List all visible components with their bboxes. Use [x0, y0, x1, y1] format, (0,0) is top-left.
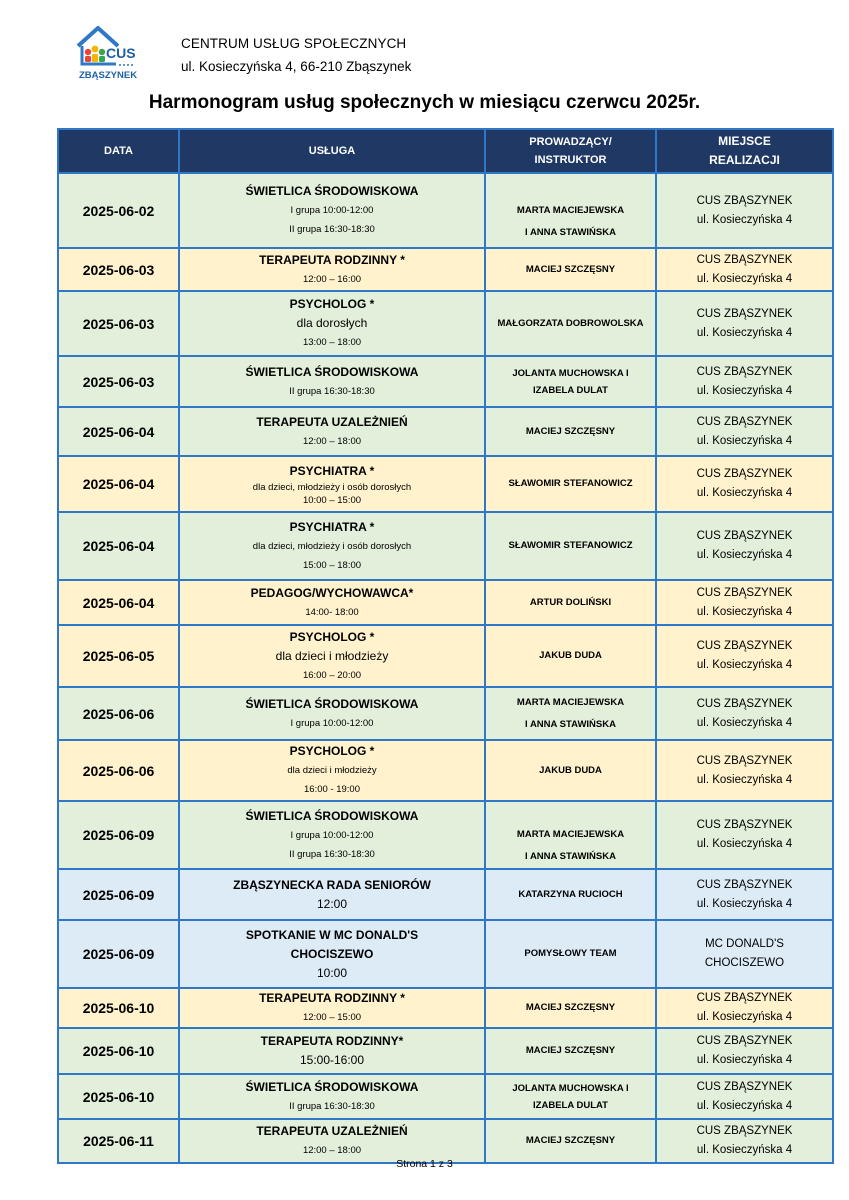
column-header-service: USŁUGA	[179, 129, 485, 173]
service-name: ŚWIETLICA ŚRODOWISKOWA	[245, 184, 419, 198]
instructor-name: KATARZYNA RUCIOCH	[518, 888, 623, 900]
place-cell	[656, 1028, 833, 1074]
service-name: PSYCHIATRA *	[289, 463, 375, 478]
service-detail: 15:00-16:00	[299, 1053, 365, 1067]
service-detail: dla dzieci, młodzieży i osób dorosłych	[252, 481, 412, 493]
instructor-cell	[485, 920, 656, 988]
place-line: CUS ZBĄSZYNEK	[696, 640, 793, 652]
place-line: ul. Kosieczyńska 4	[696, 549, 793, 561]
service-name: PEDAGOG/WYCHOWAWCA*	[250, 585, 414, 600]
place-line: CUS ZBĄSZYNEK	[696, 586, 793, 599]
place-cell	[656, 740, 833, 801]
table-row	[58, 988, 833, 1028]
organization-address: ul. Kosieczyńska 4, 66-210 Zbąszynek	[181, 59, 412, 74]
instructor-name: JAKUB DUDA	[539, 764, 602, 776]
place-line: MC DONALD'S	[705, 938, 784, 950]
service-cell	[179, 801, 485, 869]
instructor-name: MACIEJ SZCZĘSNY	[525, 263, 616, 275]
service-detail: 12:00 – 18:00	[302, 435, 362, 447]
place-line: CUS ZBĄSZYNEK	[696, 253, 793, 266]
place-cell	[656, 625, 833, 687]
place-line: ul. Kosieczyńska 4	[696, 434, 793, 447]
service-name: ŚWIETLICA ŚRODOWISKOWA	[245, 696, 419, 711]
service-name: ŚWIETLICA ŚRODOWISKOWA	[245, 1079, 419, 1094]
service-cell	[179, 291, 485, 356]
service-cell	[179, 1074, 485, 1119]
instructor-name: SŁAWOMIR STEFANOWICZ	[508, 540, 633, 551]
table-row	[58, 740, 833, 801]
organization-name: CENTRUM USŁUG SPOŁECZNYCH	[181, 36, 407, 51]
place-line: ul. Kosieczyńska 4	[696, 897, 793, 910]
instructor-name: MACIEJ SZCZĘSNY	[525, 1045, 616, 1056]
service-name: TERAPEUTA RODZINNY*	[260, 1034, 404, 1048]
place-cell	[656, 512, 833, 580]
place-line: ul. Kosieczyńska 4	[696, 1054, 793, 1066]
date-cell: 2025-06-04	[58, 580, 179, 625]
place-line: CUS ZBĄSZYNEK	[696, 1035, 793, 1047]
service-detail: dla dzieci i młodzieży	[287, 765, 377, 776]
service-name: PSYCHIATRA *	[289, 519, 375, 534]
date-cell: 2025-06-11	[58, 1119, 179, 1163]
place-line: ul. Kosieczyńska 4	[696, 659, 793, 671]
service-cell	[179, 407, 485, 456]
place-line: CUS ZBĄSZYNEK	[696, 365, 793, 378]
place-line: ul. Kosieczyńska 4	[696, 272, 793, 285]
date-cell: 2025-06-06	[58, 687, 179, 740]
instructor-cell	[485, 248, 656, 291]
instructor-cell	[485, 740, 656, 801]
service-detail: dla dzieci i młodzieży	[275, 648, 389, 663]
place-line: ul. Kosieczyńska 4	[696, 605, 793, 618]
service-detail: II grupa 16:30-18:30	[289, 224, 375, 235]
date-cell: 2025-06-10	[58, 1074, 179, 1119]
service-cell	[179, 687, 485, 740]
instructor-name: JOLANTA MUCHOWSKA I	[512, 1082, 629, 1094]
date-cell: 2025-06-05	[58, 625, 179, 687]
instructor-cell	[485, 580, 656, 625]
place-cell	[656, 580, 833, 625]
instructor-cell	[485, 456, 656, 512]
place-line: ul. Kosieczyńska 4	[696, 773, 793, 786]
date-cell: 2025-06-04	[58, 407, 179, 456]
service-detail: 16:00 - 19:00	[304, 784, 360, 795]
service-detail: 13:00 – 18:00	[302, 337, 362, 348]
date-cell: 2025-06-06	[58, 740, 179, 801]
instructor-cell	[485, 801, 656, 869]
place-line: CUS ZBĄSZYNEK	[696, 697, 793, 710]
service-cell	[179, 356, 485, 407]
service-name: TERAPEUTA UZALEŻNIEŃ	[256, 414, 408, 429]
instructor-cell	[485, 625, 656, 687]
service-cell	[179, 740, 485, 801]
date-cell: 2025-06-10	[58, 988, 179, 1028]
service-cell	[179, 456, 485, 512]
place-cell	[656, 988, 833, 1028]
table-row	[58, 920, 833, 988]
table-row	[58, 801, 833, 869]
table-row	[58, 291, 833, 356]
place-line: ul. Kosieczyńska 4	[696, 384, 793, 397]
service-detail: 10:00 – 15:00	[302, 494, 362, 506]
place-line: CUS ZBĄSZYNEK	[696, 1125, 793, 1137]
date-cell: 2025-06-03	[58, 356, 179, 407]
place-cell	[656, 291, 833, 356]
document-header	[0, 0, 849, 90]
instructor-name: IZABELA DULAT	[533, 1099, 608, 1111]
service-cell	[179, 512, 485, 580]
instructor-cell	[485, 687, 656, 740]
table-header-row	[58, 129, 833, 173]
place-line: ul. Kosieczyńska 4	[696, 1011, 793, 1023]
column-header-date: DATA	[58, 129, 179, 173]
date-cell: 2025-06-04	[58, 512, 179, 580]
service-name: ZBĄSZYNECKA RADA SENIORÓW	[233, 877, 431, 892]
service-cell	[179, 869, 485, 920]
instructor-name: MACIEJ SZCZĘSNY	[525, 425, 616, 437]
service-name: TERAPEUTA RODZINNY *	[259, 252, 405, 267]
table-row	[58, 1074, 833, 1119]
service-cell	[179, 920, 485, 988]
instructor-name: MARTA MACIEJEWSKA	[516, 204, 625, 216]
service-detail: II grupa 16:30-18:30	[289, 1100, 375, 1112]
place-line: CUS ZBĄSZYNEK	[696, 307, 793, 320]
place-line: CHOCISZEWO	[704, 957, 785, 969]
service-cell	[179, 173, 485, 248]
instructor-name: JAKUB DUDA	[539, 650, 602, 661]
page-number: Strona 1 z 3	[396, 1158, 453, 1170]
date-cell: 2025-06-03	[58, 248, 179, 291]
service-detail: 12:00 – 18:00	[302, 1145, 362, 1156]
date-cell: 2025-06-09	[58, 869, 179, 920]
service-detail: II grupa 16:30-18:30	[289, 848, 375, 860]
place-line: CUS ZBĄSZYNEK	[696, 992, 793, 1004]
instructor-name: POMYSŁOWY TEAM	[524, 948, 617, 959]
table-row	[58, 1028, 833, 1074]
place-cell	[656, 173, 833, 248]
service-cell	[179, 580, 485, 625]
service-cell	[179, 625, 485, 687]
place-line: CUS ZBĄSZYNEK	[696, 530, 793, 542]
place-cell	[656, 407, 833, 456]
table-row	[58, 580, 833, 625]
service-name: TERAPEUTA UZALEŻNIEŃ	[256, 1124, 408, 1138]
place-cell	[656, 687, 833, 740]
date-cell: 2025-06-09	[58, 801, 179, 869]
date-cell: 2025-06-02	[58, 173, 179, 248]
table-row	[58, 356, 833, 407]
service-name: ŚWIETLICA ŚRODOWISKOWA	[245, 364, 419, 379]
cus-logo	[76, 24, 150, 84]
service-name: ŚWIETLICA ŚRODOWISKOWA	[245, 808, 419, 823]
place-cell	[656, 356, 833, 407]
instructor-name: I ANNA STAWIŃSKA	[525, 851, 616, 862]
service-detail: I grupa 10:00-12:00	[290, 717, 374, 729]
place-line: CUS ZBĄSZYNEK	[696, 194, 793, 207]
place-cell	[656, 1119, 833, 1163]
place-cell	[656, 456, 833, 512]
service-detail: 12:00 – 15:00	[302, 1012, 362, 1023]
place-line: ul. Kosieczyńska 4	[696, 716, 793, 729]
place-line: ul. Kosieczyńska 4	[696, 1099, 793, 1112]
date-cell: 2025-06-09	[58, 920, 179, 988]
service-cell	[179, 1028, 485, 1074]
instructor-name	[488, 802, 653, 824]
service-name: PSYCHOLOG *	[289, 744, 375, 758]
service-name: TERAPEUTA RODZINNY *	[259, 991, 405, 1005]
instructor-cell	[485, 173, 656, 248]
place-cell	[656, 1074, 833, 1119]
service-cell	[179, 988, 485, 1028]
schedule-rows	[58, 173, 833, 1163]
service-detail: 12:00 – 16:00	[302, 273, 362, 285]
instructor-cell	[485, 512, 656, 580]
instructor-cell	[485, 291, 656, 356]
service-detail: I grupa 10:00-12:00	[290, 205, 374, 216]
place-line: ul. Kosieczyńska 4	[696, 487, 793, 499]
place-line: ul. Kosieczyńska 4	[696, 1144, 793, 1156]
service-detail: I grupa 10:00-12:00	[290, 829, 374, 841]
table-row	[58, 173, 833, 248]
service-detail: CHOCISZEWO	[290, 946, 374, 961]
service-name: SPOTKANIE W MC DONALD'S	[245, 927, 419, 942]
table-row	[58, 869, 833, 920]
place-line: CUS ZBĄSZYNEK	[696, 1080, 793, 1093]
instructor-cell	[485, 1119, 656, 1163]
service-name: PSYCHOLOG *	[289, 297, 375, 311]
instructor-cell	[485, 356, 656, 407]
table-row	[58, 687, 833, 740]
schedule-table	[57, 128, 834, 1164]
instructor-cell	[485, 988, 656, 1028]
service-detail: dla dzieci, młodzieży i osób dorosłych	[252, 540, 412, 552]
svg-text:CUS: CUS	[106, 45, 136, 61]
service-detail: 16:00 – 20:00	[302, 669, 362, 681]
service-cell	[179, 248, 485, 291]
instructor-cell	[485, 1028, 656, 1074]
instructor-name: MARTA MACIEJEWSKA	[516, 696, 625, 708]
place-line: CUS ZBĄSZYNEK	[696, 754, 793, 767]
service-detail: dla dorosłych	[296, 316, 368, 330]
page-title: Harmonogram usług społecznych w miesiącu czerwcu 2025r.	[148, 92, 701, 113]
service-detail: 14:00- 18:00	[305, 606, 359, 618]
instructor-name: I ANNA STAWIŃSKA	[525, 718, 616, 730]
place-cell	[656, 248, 833, 291]
table-row	[58, 456, 833, 512]
service-name: PSYCHOLOG *	[289, 629, 375, 644]
table-row	[58, 512, 833, 580]
instructor-name: MAŁGORZATA DOBROWOLSKA	[497, 317, 644, 329]
instructor-cell	[485, 407, 656, 456]
instructor-cell	[485, 1074, 656, 1119]
service-detail: 12:00	[316, 896, 348, 911]
place-line: CUS ZBĄSZYNEK	[696, 415, 793, 428]
instructor-name: JOLANTA MUCHOWSKA I	[512, 367, 629, 379]
service-detail: 15:00 – 18:00	[302, 559, 362, 571]
place-cell	[656, 801, 833, 869]
place-cell	[656, 920, 833, 988]
table-row	[58, 1119, 833, 1163]
place-cell	[656, 869, 833, 920]
column-header-place: MIEJSCE REALIZACJI	[656, 129, 833, 173]
instructor-name: I ANNA STAWIŃSKA	[525, 226, 616, 238]
instructor-name: SŁAWOMIR STEFANOWICZ	[508, 478, 633, 489]
date-cell: 2025-06-04	[58, 456, 179, 512]
service-cell	[179, 1119, 485, 1163]
date-cell: 2025-06-10	[58, 1028, 179, 1074]
service-detail: II grupa 16:30-18:30	[289, 385, 375, 397]
service-detail: 10:00	[316, 965, 348, 980]
place-line: ul. Kosieczyńska 4	[696, 326, 793, 339]
table-row	[58, 625, 833, 687]
place-line: ul. Kosieczyńska 4	[696, 838, 793, 850]
instructor-cell	[485, 869, 656, 920]
instructor-name: IZABELA DULAT	[533, 384, 608, 396]
svg-text:ZBĄSZYNEK: ZBĄSZYNEK	[79, 70, 138, 81]
table-row	[58, 248, 833, 291]
place-line: CUS ZBĄSZYNEK	[696, 468, 793, 480]
table-row	[58, 407, 833, 456]
instructor-name: MACIEJ SZCZĘSNY	[525, 1002, 616, 1013]
place-line: CUS ZBĄSZYNEK	[696, 878, 793, 891]
instructor-name	[488, 178, 653, 200]
date-cell: 2025-06-03	[58, 291, 179, 356]
instructor-name: MARTA MACIEJEWSKA	[516, 829, 625, 840]
place-line: CUS ZBĄSZYNEK	[696, 819, 793, 831]
column-header-instructor: PROWADZĄCY/ INSTRUKTOR	[485, 129, 656, 173]
instructor-name: MACIEJ SZCZĘSNY	[525, 1135, 616, 1146]
place-line: ul. Kosieczyńska 4	[696, 213, 793, 226]
instructor-name: ARTUR DOLIŃSKI	[529, 596, 612, 608]
